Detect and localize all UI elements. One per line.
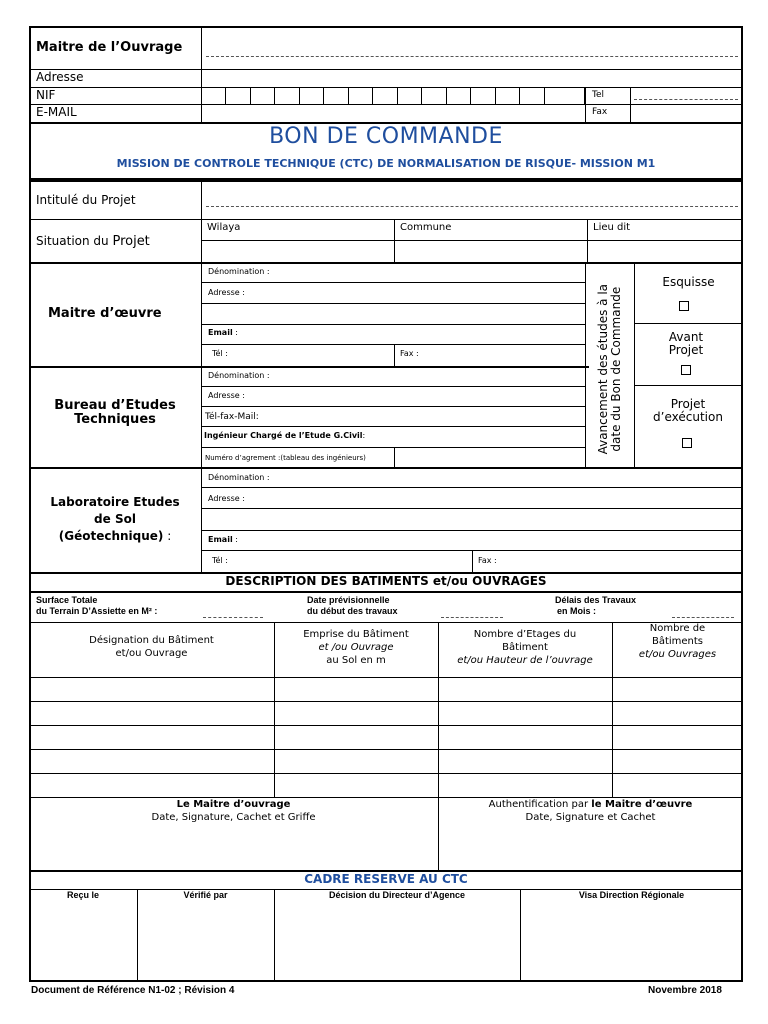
surface-label: Surface Totale du Terrain D’Assiette en M² : [36,595,158,617]
labo-label: Laboratoire Etudes de Sol (Géotechnique) : [50,495,180,543]
ctc-verifie: Vérifié par [183,890,228,900]
col-nombre: Nombre de Bâtiments et/ou Ouvrages [638,623,717,660]
labo-tel: Tél : [212,556,228,565]
footer-reference: Document de Référence N1-02 ; Révision 4 [31,985,235,996]
bet-ingenieur: Ingénieur Chargé de l’Etude G.Civil: [204,431,366,440]
fax-label: Fax [592,107,608,117]
avancement-vertical-label: Avancement des études à la date du Bon de Commande [595,283,623,455]
labo-fax: Fax : [478,556,497,565]
esquisse-label: Esquisse [662,275,715,289]
mo-tel: Tél : [212,349,228,358]
form-subtitle: MISSION DE CONTROLE TECHNIQUE (CTC) DE NORMALISATION DE RISQUE- MISSION M1 [116,157,656,170]
execution-checkbox[interactable] [682,438,692,448]
bet-denomination: Dénomination : [208,371,270,380]
execution-label: Projet d’exécution [653,397,723,425]
esquisse-checkbox[interactable] [679,301,689,311]
sig-right-title: Authentification par le Maitre d’œuvre [488,799,693,810]
bet-adresse: Adresse : [208,391,245,400]
description-heading: DESCRIPTION DES BATIMENTS et/ou OUVRAGES [225,574,547,588]
footer-date: Novembre 2018 [648,985,722,996]
bet-label: Bureau d’Etudes Techniques [54,398,176,428]
labo-adresse: Adresse : [208,494,245,503]
col-designation: Désignation du Bâtiment et/ou Ouvrage [89,635,214,659]
avant-projet-checkbox[interactable] [681,365,691,375]
ctc-visa: Visa Direction Régionale [578,890,685,900]
ctc-recu: Reçu le [66,890,99,900]
project-title-label: Intitulé du Projet [36,193,136,207]
tel-label: Tel [592,90,605,100]
col-emprise: Emprise du Bâtiment et /ou Ouvrage au Sol en m [303,629,409,666]
wilaya-label: Wilaya [207,222,241,233]
project-situation-label: Situation du Projet [36,234,150,249]
lieu-dit-label: Lieu dit [593,222,631,233]
delais-label: Délais des Travaux en Mois : [555,595,637,617]
date-debut-label: Date prévisionnelle du début des travaux [307,595,398,617]
sig-left-sub: Date, Signature, Cachet et Griffe [151,812,316,823]
address-label: Adresse [36,70,84,84]
labo-denomination: Dénomination : [208,473,270,482]
maitre-oeuvre-label: Maitre d’œuvre [48,306,162,321]
project-block [29,180,743,264]
mo-adresse: Adresse : [208,288,245,297]
ctc-decision: Décision du Directeur d’Agence [328,890,466,900]
bet-telfaxmail: Tél-fax-Mail: [205,412,259,422]
nif-label: NIF [36,88,56,102]
email-label: E-MAIL [36,105,77,119]
mo-fax: Fax : [400,349,419,358]
mo-email: Email : [208,328,238,337]
sig-left-title: Le Maitre d’ouvrage [176,799,291,810]
commune-label: Commune [400,222,452,233]
owner-label: Maitre de l’Ouvrage [36,40,183,55]
ctc-heading: CADRE RESERVE AU CTC [304,872,468,886]
nif-field[interactable] [201,87,585,104]
avant-projet-label: Avant Projet [668,330,704,358]
labo-email: Email : [208,535,238,544]
bet-agrement: Numéro d’agrement :(tableau des ingénieurs) [205,454,366,462]
mo-denomination: Dénomination : [208,267,270,276]
sig-right-sub: Date, Signature et Cachet [525,812,656,823]
col-etages: Nombre d’Etages du Bâtiment et/ou Hauteur de l’ouvrage [457,629,593,666]
form-title: BON DE COMMANDE [269,124,503,149]
